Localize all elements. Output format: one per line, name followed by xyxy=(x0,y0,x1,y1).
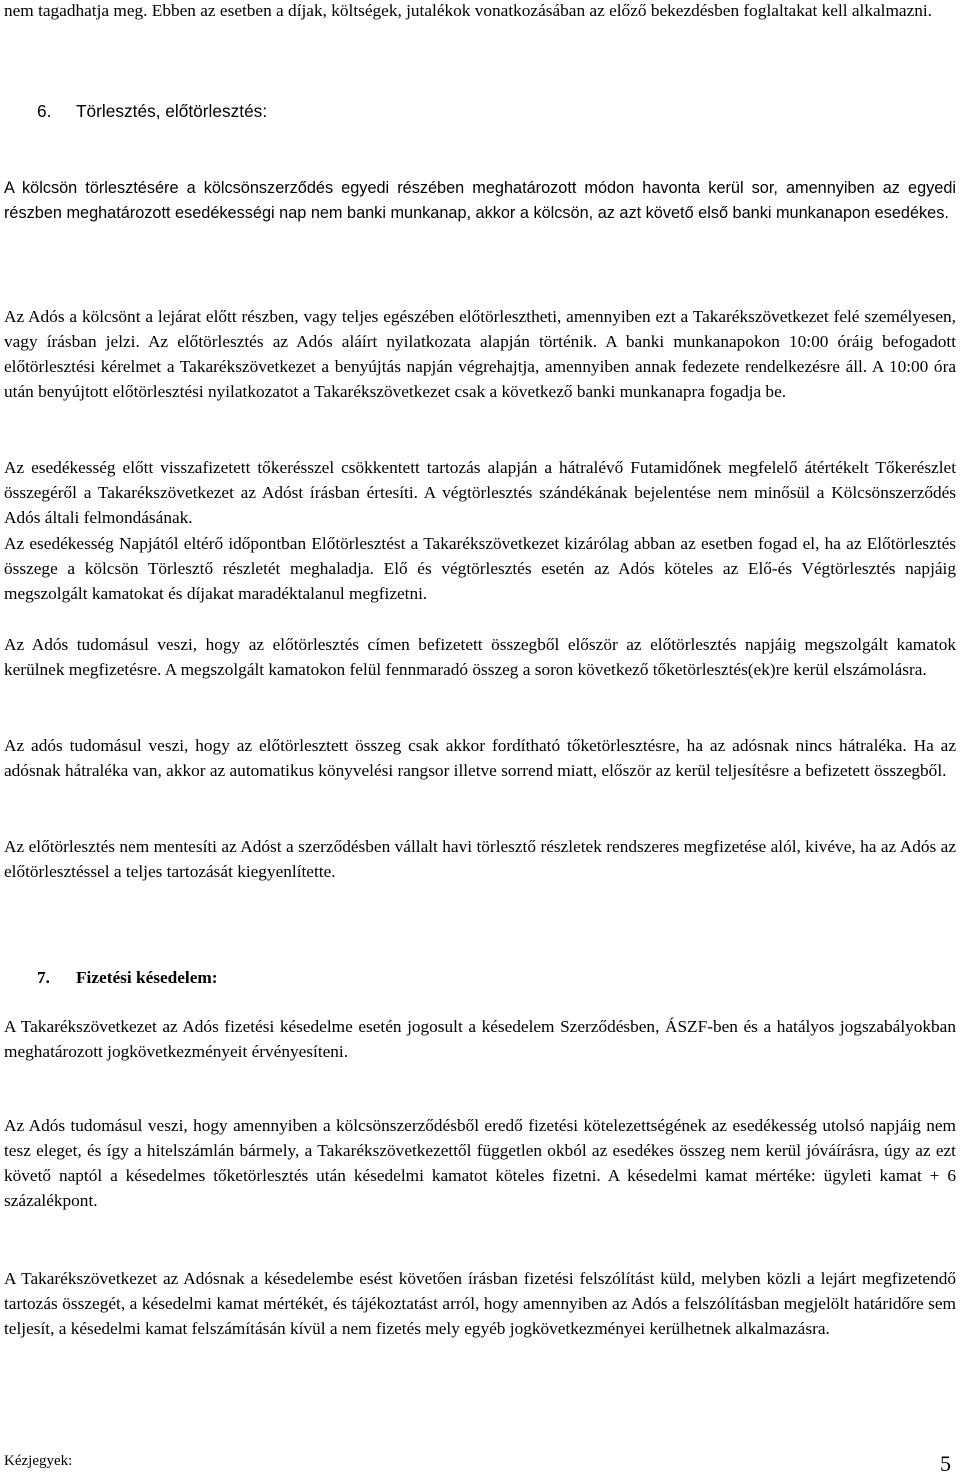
section-6-paragraph-3: Az esedékesség előtt visszafizetett tőkerésszel csökkentett tartozás alapján a hátralévő Futamidőnek megfelelő átértékelt Tőkerészlet összegéről a Takarékszövetkezet az Adóst írásban értesíti. A végtörlesztés szándékának bejelentése nem minősül a Kölcsönszerződés Adós általi felmondásának. xyxy=(4,458,956,527)
page-number: 5 xyxy=(940,1451,951,1476)
section-6-paragraph-7: Az előtörlesztés nem mentesíti az Adóst a szerződésben vállalt havi törlesztő részletek rendszeres megfizetése alól, kivéve, ha az Adós az előtörlesztéssel a teljes tartozását kiegyenlítette. xyxy=(4,837,956,881)
intro-paragraph: nem tagadhatja meg. Ebben az esetben a díjak, költségek, jutalékok vonatkozásában az előző bekezdésben foglaltakat kell alkalmazni. xyxy=(4,1,933,20)
initials-label: Kézjegyek: xyxy=(4,1453,73,1469)
section-6-number: 6. xyxy=(37,101,52,121)
section-7-paragraph-1: A Takarékszövetkezet az Adós fizetési késedelme esetén jogosult a késedelem Szerződésben, ÁSZF-ben és a hatályos jogszabályokban meghatározott jogkövetkezményeit érvényesíteni. xyxy=(4,1017,956,1061)
section-6-title: Törlesztés, előtörlesztés: xyxy=(76,101,268,121)
section-6-paragraph-5: Az Adós tudomásul veszi, hogy az előtörlesztés címen befizetett összegből először az előtörlesztés napjáig megszolgált kamatok kerülnek megfizetésre. A megszolgált kamatokon felül fennmaradó összeg a soron következő tőketörlesztés(ek)re kerül elszámolásra. xyxy=(4,635,956,679)
section-6-paragraph-1: A kölcsön törlesztésére a kölcsönszerződés egyedi részében meghatározott módon havonta kerül sor, amennyiben az egyedi részben meghatározott esedékességi nap nem banki munkanap, akkor a kölcsön, az azt követő első banki munkanapon esedékes. xyxy=(4,179,956,222)
section-7-paragraph-3: A Takarékszövetkezet az Adósnak a késedelembe esést követően írásban fizetési felszólítást küld, melyben közli a lejárt megfizetendő tartozás összegét, a késedelmi kamat mértékét, és tájékoztatást arról, hogy amennyiben az Adós a felszólításban megjelölt határidőre sem teljesít, a késedelmi kamat felszámításán kívül a nem fizetés mely egyéb jogkövetkezményei kerülhetnek alkalmazásra. xyxy=(4,1269,956,1338)
section-7-number: 7. xyxy=(37,968,50,987)
section-6-paragraph-6: Az adós tudomásul veszi, hogy az előtörlesztett összeg csak akkor fordítható tőketörlesztésre, ha az adósnak nincs hátraléka. Ha az adósnak hátraléka van, akkor az automatikus könyvelési rangsor illetve sorrend miatt, először az kerül teljesítésre a befizetett összegből. xyxy=(4,736,956,780)
section-6-paragraph-4: Az esedékesség Napjától eltérő időpontban Előtörlesztést a Takarékszövetkezet kizárólag abban az esetben fogad el, ha az Előtörlesztés összege a kölcsön Törlesztő részletét meghaladja. Elő és végtörlesztés esetén az Adós köteles az Elő-és Végtörlesztés napjáig megszolgált kamatokat és díjakat maradéktalanul megfizetni. xyxy=(4,534,956,603)
section-7-title: Fizetési késedelem: xyxy=(76,968,218,987)
section-7-paragraph-2: Az Adós tudomásul veszi, hogy amennyiben a kölcsönszerződésből eredő fizetési kötelezettségének az esedékesség utolsó napjáig nem tesz eleget, és így a hitelszámlán bármely, a Takarékszövetkezettől független okból az esedékes összeg nem kerül jóváírásra, úgy az ezt követő naptól a késedelmes tőketörlesztés után késedelmi kamatot köteles fizetni. A késedelmi kamat mértéke: ügyleti kamat + 6 százalékpont. xyxy=(4,1116,956,1210)
section-7-heading xyxy=(37,965,218,990)
section-6-heading xyxy=(37,99,267,124)
section-6-paragraph-2: Az Adós a kölcsönt a lejárat előtt részben, vagy teljes egészében előtörlesztheti, amennyiben ezt a Takarékszövetkezet felé személyesen, vagy írásban jelzi. Az előtörlesztés az Adós aláírt nyilatkozata alapján történik. A banki munkanapokon 10:00 óráig befogadott előtörlesztési kérelmet a Takarékszövetkezet a benyújtás napján végrehajtja, amennyiben annak fedezete rendelkezésre áll. A 10:00 óra után benyújtott előtörlesztési nyilatkozatot a Takarékszövetkezet csak a következő banki munkanapra fogadja be. xyxy=(4,307,956,401)
